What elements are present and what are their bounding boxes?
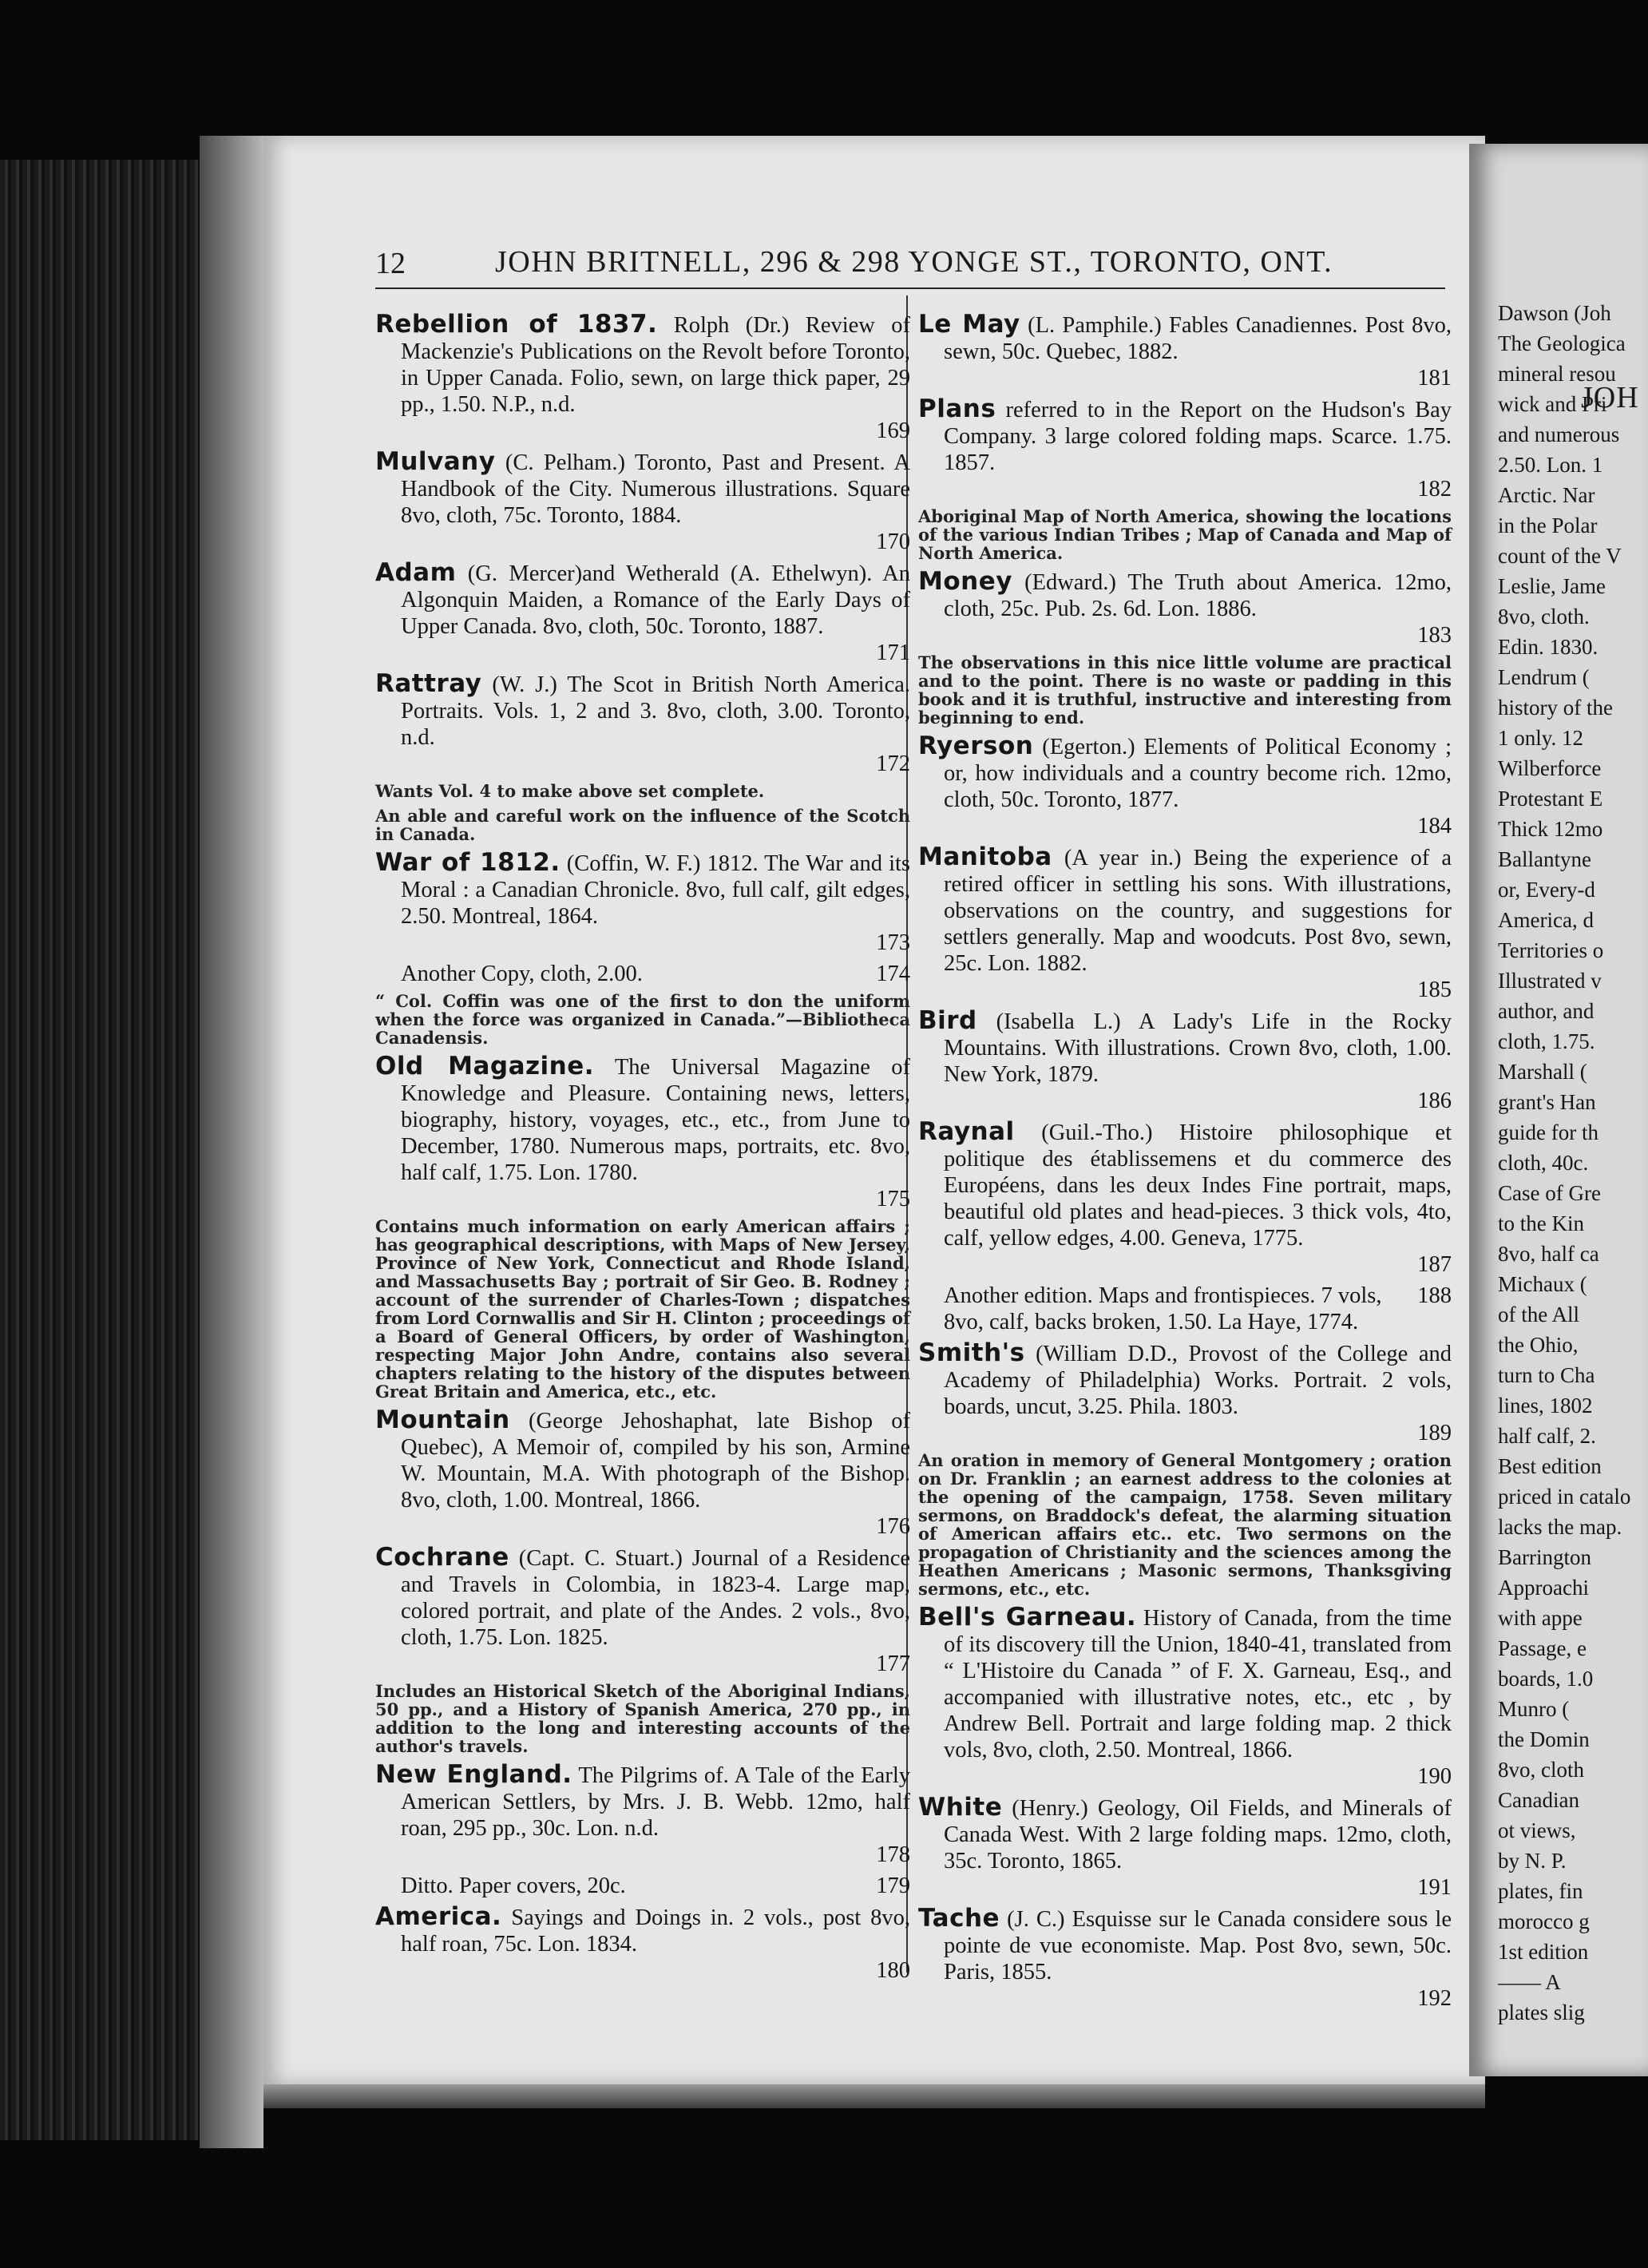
catalogue-entry bbox=[918, 569, 1452, 648]
catalogue-entry bbox=[918, 1008, 1452, 1114]
facing-page-text-fragment: 1 only. 12 bbox=[1498, 726, 1583, 750]
entry-note: “ Col. Coffin was one of the first to don the uniform when the force was organized in Canada.”—Bibliotheca Canadensis. bbox=[375, 991, 910, 1048]
entry-number: 189 bbox=[1417, 1421, 1452, 1445]
entry-heading: Le May bbox=[918, 310, 1020, 339]
facing-page-text-fragment: Wilberforce bbox=[1498, 756, 1602, 780]
catalogue-subentry bbox=[375, 1873, 910, 1899]
entry-description: (George Jehoshaphat, late Bishop of Quebec), A Memoir of, compiled by his son, Armine W. Mountain, M.A. With photograph of the Bishop. 8vo, cloth, 1.00. Montreal, 1866. bbox=[401, 1409, 911, 1513]
facing-page-text-fragment: turn to Cha bbox=[1498, 1363, 1595, 1387]
entry-note: An able and careful work on the influence of the Scotch in Canada. bbox=[375, 806, 910, 844]
catalogue-entry bbox=[918, 1340, 1452, 1446]
catalogue-entry bbox=[918, 396, 1452, 502]
facing-page-text-fragment: Marshall ( bbox=[1498, 1060, 1587, 1084]
entry-heading: Tache bbox=[918, 1904, 1000, 1933]
entry-number: 182 bbox=[1417, 477, 1452, 502]
entry-number: 174 bbox=[876, 962, 910, 986]
facing-page-text-fragment: by N. P. bbox=[1498, 1849, 1567, 1873]
facing-page-text-fragment: guide for th bbox=[1498, 1120, 1598, 1144]
facing-page-text-fragment: cloth, 40c. bbox=[1498, 1151, 1589, 1175]
catalogue-subentry bbox=[918, 1283, 1452, 1335]
entry-heading: Mountain bbox=[375, 1406, 510, 1434]
facing-page-text-fragment: to the Kin bbox=[1498, 1211, 1584, 1235]
facing-page-text-fragment: 2.50. Lon. 1 bbox=[1498, 453, 1603, 477]
catalogue-entry bbox=[918, 1794, 1452, 1901]
facing-page-text-fragment: author, and bbox=[1498, 999, 1595, 1023]
entry-note: Wants Vol. 4 to make above set complete. bbox=[375, 781, 765, 801]
entry-note: Contains much information on early American affairs ; has geographical descriptions, with Maps of New Jersey, Province of New York, Connecticut and Rhode Island, and Massachusetts Bay ; portrait of Sir Geo. B. Rodney ; account of the surrender of Charles-Town ; dispatches from Lord Cornwallis and Sir H. Clinton ; proceedings of a Board of General Officers, by order of Washington, respecting Major John Andre, contains also several chapters relating to the history of the disputes between Great Britain and America, etc., etc. bbox=[375, 1216, 910, 1402]
catalogue-entry bbox=[918, 1905, 1452, 2012]
catalogue-entry bbox=[375, 560, 910, 666]
entry-heading: Money bbox=[918, 567, 1012, 596]
entry-heading: Mulvany bbox=[375, 447, 496, 476]
entry-heading: Rebellion of 1837. bbox=[375, 310, 658, 339]
entry-heading: Bell's Garneau. bbox=[918, 1603, 1137, 1632]
facing-page-text-fragment: Territories o bbox=[1498, 938, 1604, 962]
facing-page-text-fragment: with appe bbox=[1498, 1606, 1583, 1630]
facing-page-text-fragment: priced in catalo bbox=[1498, 1485, 1631, 1509]
facing-page-text-fragment: half calf, 2. bbox=[1498, 1424, 1596, 1448]
facing-page-text-fragment: count of the V bbox=[1498, 544, 1622, 568]
facing-page-text-fragment: Canadian bbox=[1498, 1788, 1579, 1812]
entry-number: 177 bbox=[876, 1651, 910, 1676]
catalogue-entry bbox=[375, 1407, 910, 1540]
facing-page-text-fragment: mineral resou bbox=[1498, 362, 1616, 386]
entry-number: 187 bbox=[1417, 1252, 1452, 1277]
entry-description: (C. Pelham.) Toronto, Past and Present. A Handbook of the City. Numerous illustrations. Square 8vo, cloth, 75c. Toronto, 1884. bbox=[401, 450, 911, 528]
entry-heading: Manitoba bbox=[918, 843, 1052, 871]
facing-page-text-fragment: 1st edition bbox=[1498, 1940, 1589, 1964]
entry-note: An oration in memory of General Montgomery ; oration on Dr. Franklin ; an earnest address to the colonies at the opening of the campaign, 1758. Seven military sermons, on Braddock's defeat, the alarming situation of American affairs etc.. etc. Two sermons on the propagation of Christianity and the sciences among the Heathen Americans ; Masonic sermons, Thanksgiving sermons, etc., etc. bbox=[918, 1450, 1452, 1599]
entry-heading: Old Magazine. bbox=[375, 1052, 595, 1080]
entry-note: Aboriginal Map of North America, showing the locations of the various Indian Tribes ; Map of Canada and Map of North America. bbox=[918, 506, 1452, 563]
entry-number: 184 bbox=[1417, 814, 1452, 839]
entry-description: The Pilgrims of. A Tale of the Early American Settlers, by Mrs. J. B. Webb. 12mo, half roan, 295 pp., 30c. Lon. n.d. bbox=[401, 1763, 910, 1841]
facing-page-text-fragment: history of the bbox=[1498, 696, 1613, 720]
facing-page-text-fragment: morocco g bbox=[1498, 1909, 1590, 1933]
subentry-text: Another Copy, cloth, 2.00. bbox=[401, 962, 643, 986]
catalogue-entry bbox=[375, 671, 910, 777]
facing-page-text-fragment: Passage, e bbox=[1498, 1636, 1587, 1660]
facing-page-text-fragment: America, d bbox=[1498, 908, 1594, 932]
entry-description: (Isabella L.) A Lady's Life in the Rocky Mountains. With illustrations. Crown 8vo, cloth, 1.00. New York, 1879. bbox=[944, 1009, 1452, 1087]
entry-description: (W. J.) The Scot in British North America. Portraits. Vols. 1, 2 and 3. 8vo, cloth, 3.00. Toronto, n.d. bbox=[401, 672, 910, 750]
entry-description: (Egerton.) Elements of Political Economy ; or, how individuals and a country become rich. 12mo, cloth, 50c. Toronto, 1877. bbox=[944, 735, 1452, 812]
entry-number: 169 bbox=[876, 418, 910, 443]
entry-description: (A year in.) Being the experience of a retired officer in settling his sons. With illustrations, observations on the country, and suggestions for settlers generally. Map and woodcuts. Post 8vo, sewn, 25c. Lon. 1882. bbox=[944, 846, 1452, 976]
entry-heading: Smith's bbox=[918, 1338, 1025, 1367]
book-fore-edge bbox=[0, 160, 200, 2140]
entry-number: 179 bbox=[876, 1873, 910, 1898]
entry-description: (Guil.-Tho.) Histoire philosophique et politique des établissemens et du commerce des Européens, dans les deux Indes Fine portrait, maps, beautiful old plates and head-pieces. 3 thick vols, 4to, calf, yellow edges, 4.00. Geneva, 1775. bbox=[944, 1120, 1452, 1251]
catalogue-entry bbox=[375, 850, 910, 956]
catalogue-entry bbox=[375, 311, 910, 444]
entry-description: History of Canada, from the time of its discovery till the Union, 1840-41, translated from “ L'Histoire du Canada ” of F. X. Garneau, Esq., and accompanied with illustrative notes, etc., etc , by Andrew Bell. Portrait and large folding map. 2 thick vols, 8vo, cloth, 2.50. Montreal, 1866. bbox=[944, 1606, 1452, 1762]
entry-heading: Adam bbox=[375, 558, 457, 587]
facing-page-text-fragment: Ballantyne bbox=[1498, 847, 1591, 871]
book-gutter bbox=[200, 136, 263, 2148]
catalogue-entry bbox=[375, 449, 910, 555]
facing-page-text-fragment: Lendrum ( bbox=[1498, 665, 1590, 689]
running-head-title: JOHN BRITNELL, 296 & 298 YONGE ST., TORONTO, ONT. bbox=[495, 245, 1333, 279]
facing-page-text-fragment: Thick 12mo bbox=[1498, 817, 1603, 841]
entry-number: 188 bbox=[1417, 1283, 1452, 1308]
facing-page-text-fragment: Munro ( bbox=[1498, 1697, 1570, 1721]
running-header bbox=[375, 240, 1445, 289]
page-number: 12 bbox=[375, 247, 406, 280]
entry-description: (L. Pamphile.) Fables Canadiennes. Post 8vo, sewn, 50c. Quebec, 1882. bbox=[944, 313, 1452, 364]
entry-heading: Plans bbox=[918, 395, 996, 423]
entry-number: 178 bbox=[876, 1842, 910, 1867]
catalogue-subentry bbox=[375, 961, 910, 987]
facing-page-text-fragment: The Geologica bbox=[1498, 331, 1626, 355]
facing-page-text-fragment: plates slig bbox=[1498, 2000, 1585, 2024]
entry-description: (Edward.) The Truth about America. 12mo, cloth, 25c. Pub. 2s. 6d. Lon. 1886. bbox=[944, 570, 1452, 621]
facing-page-text-fragment: Edin. 1830. bbox=[1498, 635, 1598, 659]
facing-page-text-fragment: plates, fin bbox=[1498, 1879, 1583, 1903]
facing-page-text-fragment: cloth, 1.75. bbox=[1498, 1029, 1595, 1053]
entry-number: 170 bbox=[876, 529, 910, 554]
entry-description: (Coffin, W. F.) 1812. The War and its Moral : a Canadian Chronicle. 8vo, full calf, gilt edges, 2.50. Montreal, 1864. bbox=[401, 851, 910, 929]
facing-page-text-fragment: or, Every-d bbox=[1498, 878, 1595, 902]
facing-page-text-fragment: Leslie, Jame bbox=[1498, 574, 1606, 598]
facing-page-text-fragment: —— A bbox=[1498, 1970, 1561, 1994]
entry-number: 180 bbox=[876, 1958, 910, 1983]
facing-page-text-fragment: lines, 1802 bbox=[1498, 1394, 1593, 1418]
entry-heading: Ryerson bbox=[918, 732, 1034, 760]
entry-description: Rolph (Dr.) Review of Mackenzie's Publications on the Revolt before Toronto, in Upper Canada. Folio, sewn, on large thick paper, 29 pp., 1.50. N.P., n.d. bbox=[401, 313, 911, 417]
facing-page-text-fragment: 8vo, half ca bbox=[1498, 1242, 1599, 1266]
entry-heading: Raynal bbox=[918, 1117, 1015, 1146]
entry-heading: White bbox=[918, 1793, 1003, 1822]
facing-page-head: JOH bbox=[1581, 381, 1639, 414]
entry-number: 176 bbox=[876, 1514, 910, 1539]
catalogue-entry bbox=[918, 311, 1452, 391]
facing-page-text-fragment: Best edition bbox=[1498, 1454, 1602, 1478]
catalogue-entry bbox=[375, 1053, 910, 1212]
entry-heading: New England. bbox=[375, 1760, 572, 1789]
entry-description: (Henry.) Geology, Oil Fields, and Minerals of Canada West. With 2 large folding maps. 12mo, cloth, 35c. Toronto, 1865. bbox=[944, 1796, 1452, 1873]
facing-page-text-fragment: of the All bbox=[1498, 1303, 1579, 1326]
catalogue-entry bbox=[918, 733, 1452, 839]
facing-page-text-fragment: Barrington bbox=[1498, 1545, 1591, 1569]
entry-description: (J. C.) Esquisse sur le Canada considere sous le pointe de vue economiste. Map. Post 8vo, sewn, 50c. Paris, 1855. bbox=[944, 1907, 1452, 1985]
facing-page-text-fragment: in the Polar bbox=[1498, 513, 1598, 537]
entry-note: Includes an Historical Sketch of the Aboriginal Indians, 50 pp., and a History of Spanish America, 270 pp., in addition to the long and interesting accounts of the author's travels. bbox=[375, 1681, 910, 1756]
facing-page-text-fragment: and numerous bbox=[1498, 422, 1620, 446]
entry-number: 186 bbox=[1417, 1088, 1452, 1113]
catalogue-entry bbox=[918, 1604, 1452, 1790]
facing-page-text-fragment: Case of Gre bbox=[1498, 1181, 1601, 1205]
entry-number: 172 bbox=[876, 751, 910, 776]
entry-heading: America. bbox=[375, 1902, 502, 1931]
facing-page-text-fragment: lacks the map. bbox=[1498, 1515, 1622, 1539]
facing-page-text-fragment: Dawson (Joh bbox=[1498, 301, 1611, 325]
catalogue-entry bbox=[375, 1544, 910, 1677]
facing-page-text-fragment: Michaux ( bbox=[1498, 1272, 1587, 1296]
entry-number: 190 bbox=[1417, 1764, 1452, 1789]
facing-page-text-fragment: 8vo, cloth. bbox=[1498, 605, 1590, 628]
facing-page-text-fragment: Protestant E bbox=[1498, 787, 1603, 811]
entry-description: (G. Mercer)and Wetherald (A. Ethelwyn). An Algonquin Maiden, a Romance of the Early Days of Upper Canada. 8vo, cloth, 50c. Toronto, 1887. bbox=[401, 561, 910, 639]
entry-note: The observations in this nice little volume are practical and to the point. There is no waste or padding in this book and it is truthful, instructive and interesting from beginning to end. bbox=[918, 652, 1452, 728]
entry-number: 171 bbox=[876, 640, 910, 665]
facing-page-text-fragment: wick and Pri bbox=[1498, 392, 1607, 416]
page-edge-shadow bbox=[263, 2084, 1485, 2108]
entry-description: The Universal Magazine of Knowledge and Pleasure. Containing news, letters, biography, history, voyages, etc., etc., from June to December, 1780. Numerous maps, portraits, etc. 8vo, half calf, 1.75. Lon. 1780. bbox=[401, 1055, 910, 1185]
right-column bbox=[918, 311, 1452, 2016]
facing-page-text-fragment: grant's Han bbox=[1498, 1090, 1596, 1114]
entry-description: (Capt. C. Stuart.) Journal of a Residence and Travels in Colombia, in 1823-4. Large map, colored portrait, and plate of the Andes. 2 vols., 8vo, cloth, 1.75. Lon. 1825. bbox=[401, 1546, 910, 1650]
facing-page-text-fragment: Illustrated v bbox=[1498, 969, 1602, 993]
entry-description: (William D.D., Provost of the College and Academy of Philadelphia) Works. Portrait. 2 vols, boards, uncut, 3.25. Phila. 1803. bbox=[944, 1342, 1452, 1419]
entry-description: Sayings and Doings in. 2 vols., post 8vo, half roan, 75c. Lon. 1834. bbox=[401, 1905, 910, 1957]
facing-page-text-fragment: Approachi bbox=[1498, 1576, 1589, 1600]
subentry-text: Another edition. Maps and frontispieces. 7 vols, 8vo, calf, backs broken, 1.50. La Haye, 1774. bbox=[944, 1283, 1382, 1334]
entry-number: 192 bbox=[1417, 1986, 1452, 2011]
entry-description: referred to in the Report on the Hudson's Bay Company. 3 large colored folding maps. Scarce. 1.75. 1857. bbox=[944, 398, 1452, 475]
catalogue-entry bbox=[918, 1119, 1452, 1278]
catalogue-entry bbox=[375, 1904, 910, 1984]
catalogue-entry bbox=[375, 1762, 910, 1868]
facing-page-text-fragment: boards, 1.0 bbox=[1498, 1667, 1594, 1691]
entry-heading: War of 1812. bbox=[375, 848, 561, 877]
facing-page-text-fragment: the Ohio, bbox=[1498, 1333, 1579, 1357]
entry-heading: Rattray bbox=[375, 669, 482, 698]
entry-heading: Cochrane bbox=[375, 1543, 509, 1572]
facing-page-text-fragment: Arctic. Nar bbox=[1498, 483, 1595, 507]
entry-number: 181 bbox=[1417, 366, 1452, 391]
entry-number: 173 bbox=[876, 930, 910, 955]
left-column bbox=[375, 311, 910, 1988]
facing-page-text-fragment: ot views, bbox=[1498, 1818, 1576, 1842]
entry-heading: Bird bbox=[918, 1006, 977, 1035]
subentry-text: Ditto. Paper covers, 20c. bbox=[401, 1873, 626, 1898]
catalogue-entry bbox=[918, 844, 1452, 1003]
facing-page-text-fragment: 8vo, cloth bbox=[1498, 1758, 1584, 1782]
facing-page-fragment bbox=[1469, 144, 1648, 2076]
entry-number: 175 bbox=[876, 1187, 910, 1211]
entry-number: 185 bbox=[1417, 977, 1452, 1002]
entry-number: 183 bbox=[1417, 623, 1452, 648]
facing-page-text-fragment: the Domin bbox=[1498, 1727, 1590, 1751]
entry-number: 191 bbox=[1417, 1875, 1452, 1900]
